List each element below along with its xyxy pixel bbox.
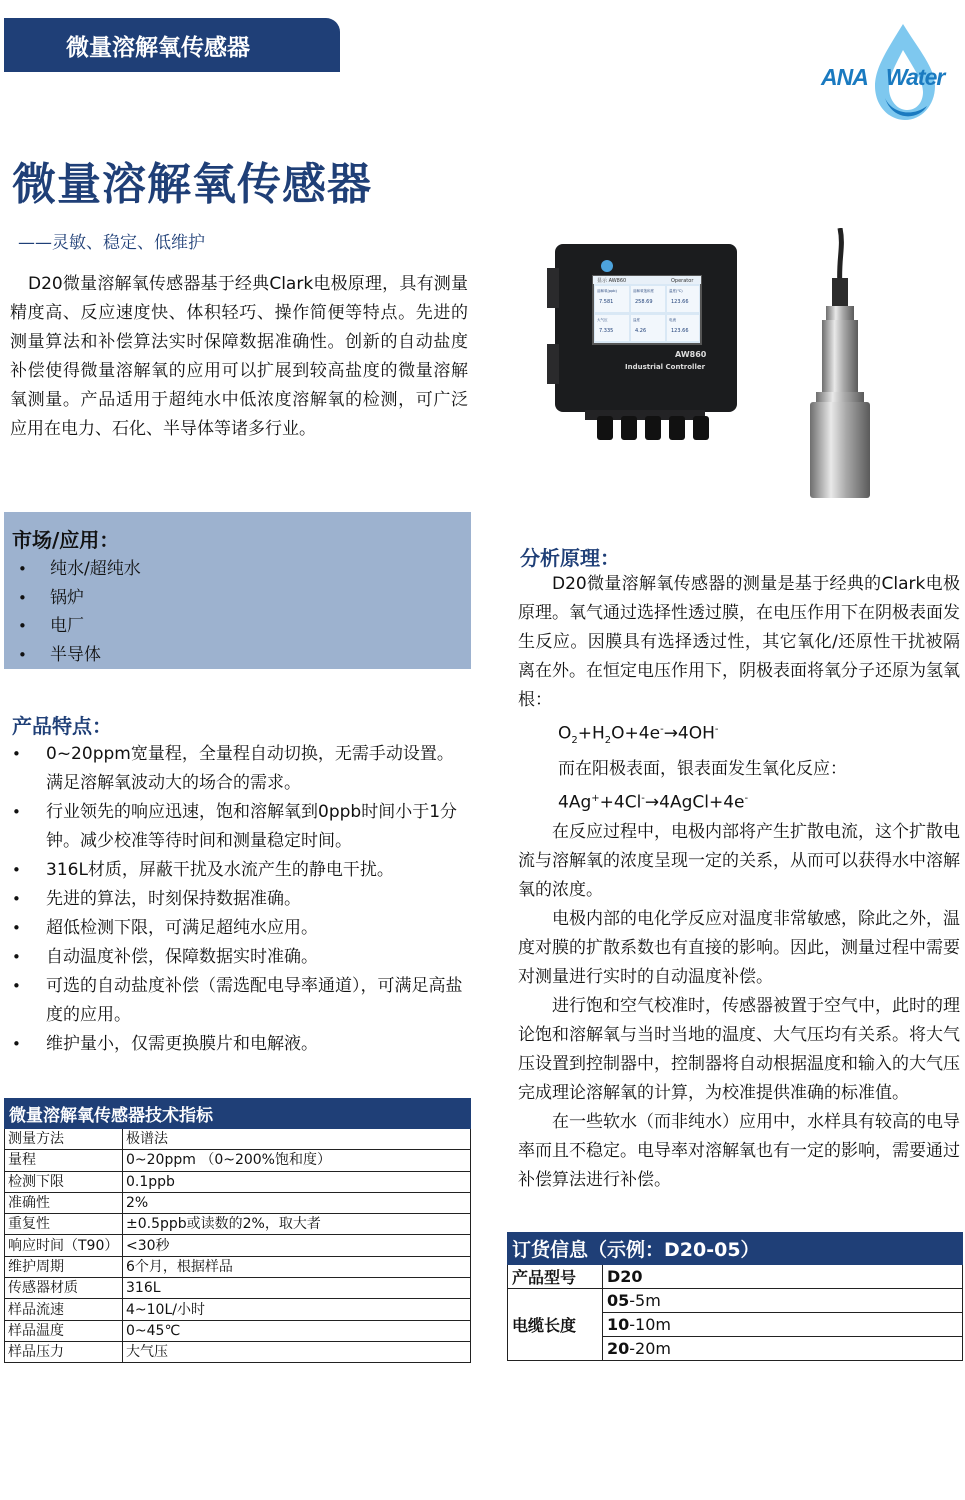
table-row: 测量方法 极谱法	[5, 1129, 471, 1150]
market-title: 市场/应用：	[12, 528, 120, 552]
screen-cell-value: 258.69	[635, 299, 653, 305]
screen-cell-value: 7.581	[599, 299, 614, 305]
analysis-paragraph: 电极内部的电化学反应对温度非常敏感，除此之外，温度对膜的扩散系数也有直接的影响。因此，测量过程中需要对测量进行实时的自动温度补偿。	[518, 908, 960, 987]
list-item: • 超低检测下限，可满足超纯水应用。	[4, 914, 470, 943]
header-title-tab: 微量溶解氧传感器	[4, 18, 340, 72]
analysis-paragraph: 而在阳极表面，银表面发生氧化反应：	[558, 759, 847, 780]
analysis-paragraph: 在一些软水（而非纯水）应用中，水样具有较高的电导率而且不稳定。电导率对溶解氧也有一定的影响，需要通过补偿算法进行补偿。	[518, 1111, 960, 1190]
table-row: 10-10m	[508, 1313, 963, 1337]
list-item: • 纯水/超纯水	[12, 555, 463, 584]
screen-cell-value: 123.66	[671, 328, 689, 334]
table-row: 准确性 2%	[5, 1192, 471, 1213]
controller-subtitle: Industrial Controller	[625, 363, 706, 371]
order-table	[507, 1232, 963, 1361]
cathode-formula: $O_2+H_2O+4e^-\to 4OH^-$	[558, 723, 719, 747]
screen-cell-value: 7.335	[599, 328, 614, 334]
table-row: 样品温度 0~45℃	[5, 1320, 471, 1341]
spec-table	[4, 1098, 471, 1363]
analysis-paragraph: 进行饱和空气校准时，传感器被置于空气中，此时的理论饱和溶解氧与当时当地的温度、大气压均有关系。将大气压设置到控制器中，控制器将自动根据温度和输入的大气压完成理论溶解氧的计算，为校准提供准确的标准值。	[518, 995, 960, 1103]
analysis-title: 分析原理：	[520, 546, 620, 570]
screen-cell-label: 溶解氧饱和度	[633, 289, 654, 293]
list-item: • 电厂	[12, 612, 463, 641]
screen-cell-label: 大气压	[597, 318, 608, 322]
list-item: • 自动温度补偿，保障数据实时准确。	[4, 943, 470, 972]
list-item: • 维护量小，仅需更换膜片和电解液。	[4, 1030, 470, 1059]
market-list	[12, 555, 463, 669]
features-title: 产品特点：	[12, 714, 112, 738]
screen-cell-label: 盐度	[633, 318, 640, 322]
anode-formula: 4Ag++4Cl-→4AgCl+4e-	[558, 792, 749, 813]
table-row: 传感器材质 316L	[5, 1278, 471, 1299]
screen-status: Operator	[671, 278, 694, 284]
list-item: • 锅炉	[12, 584, 463, 613]
screen-cell-label: 温度(℃)	[669, 289, 683, 293]
table-row: 样品流速 4~10L/小时	[5, 1299, 471, 1320]
market-section	[4, 512, 471, 669]
list-item: • 0~20ppm宽量程，全量程自动切换，无需手动设置。满足溶解氧波动大的场合的需求。	[4, 740, 470, 798]
screen-cell-label: 电流	[669, 318, 676, 322]
table-row: 电缆长度 05-5m	[508, 1289, 963, 1313]
analysis-paragraph: D20微量溶解氧传感器的测量是基于经典的Clark电极原理。氧气通过选择性透过膜，在电压作用下在阴极表面发生反应。因膜具有选择透过性，其它氧化/还原性干扰被隔离在外。在恒定电压作用下，阴极表面将氧分子还原为氢氧根：	[518, 574, 960, 710]
table-row: 产品型号 D20	[508, 1265, 963, 1289]
controller-photo	[545, 240, 745, 445]
screen-cell-value: 123.66	[671, 299, 689, 305]
screen-cell-label: 溶解氧(ppb)	[597, 289, 617, 293]
analysis-paragraph: 在反应过程中，电极内部将产生扩散电流，这个扩散电流与溶解氧的浓度呈现一定的关系，从而可以获得水中溶解氧的浓度。	[518, 821, 960, 900]
ana-water-logo	[815, 20, 965, 125]
list-item: • 半导体	[12, 641, 463, 670]
list-item: • 316L材质，屏蔽干扰及水流产生的静电干扰。	[4, 856, 470, 885]
features-list	[4, 740, 470, 1059]
controller-model: AW860	[675, 350, 707, 359]
table-row: 维护周期 6个月，根据样品	[5, 1256, 471, 1277]
order-table-title: 订货信息（示例：D20-05）	[508, 1233, 963, 1265]
logo-text: ANA Water	[821, 64, 945, 90]
tagline: ——灵敏、稳定、低维护	[18, 233, 205, 253]
table-row: 重复性 ±0.5ppb或读数的2%，取大者	[5, 1214, 471, 1235]
table-row: 量程 0~20ppm （0~200%饱和度）	[5, 1150, 471, 1171]
analysis-section	[518, 570, 960, 1195]
table-row: 检测下限 0.1ppb	[5, 1171, 471, 1192]
table-row: 样品压力 大气压	[5, 1341, 471, 1362]
spec-table-title: 微量溶解氧传感器技术指标	[5, 1099, 471, 1129]
screen-title: 显示 AW860	[597, 278, 627, 284]
table-row: 响应时间（T90） <30秒	[5, 1235, 471, 1256]
screen-cell-value: 4.26	[635, 328, 647, 334]
table-row: 20-20m	[508, 1337, 963, 1361]
intro-paragraph: D20微量溶解氧传感器基于经典Clark电极原理，具有测量精度高、反应速度快、体积轻巧、操作简便等特点。先进的测量算法和补偿算法实时保障数据准确性。创新的自动盐度补偿使得微量溶解氧的应用可以扩展到较高盐度的微量溶解氧测量。产品适用于超纯水中低浓度溶解氧的检测，可广泛应用在电力、石化、半导体等诸多行业。	[10, 274, 468, 439]
sensor-photo	[800, 228, 880, 500]
list-item: • 可选的自动盐度补偿（需选配电导率通道），可满足高盐度的应用。	[4, 972, 470, 1030]
page-title: 微量溶解氧传感器	[12, 159, 372, 210]
list-item: • 先进的算法，时刻保持数据准确。	[4, 885, 470, 914]
list-item: • 行业领先的响应迅速，饱和溶解氧到0ppb时间小于1分钟。减少校准等待时间和测量稳定时间。	[4, 798, 470, 856]
